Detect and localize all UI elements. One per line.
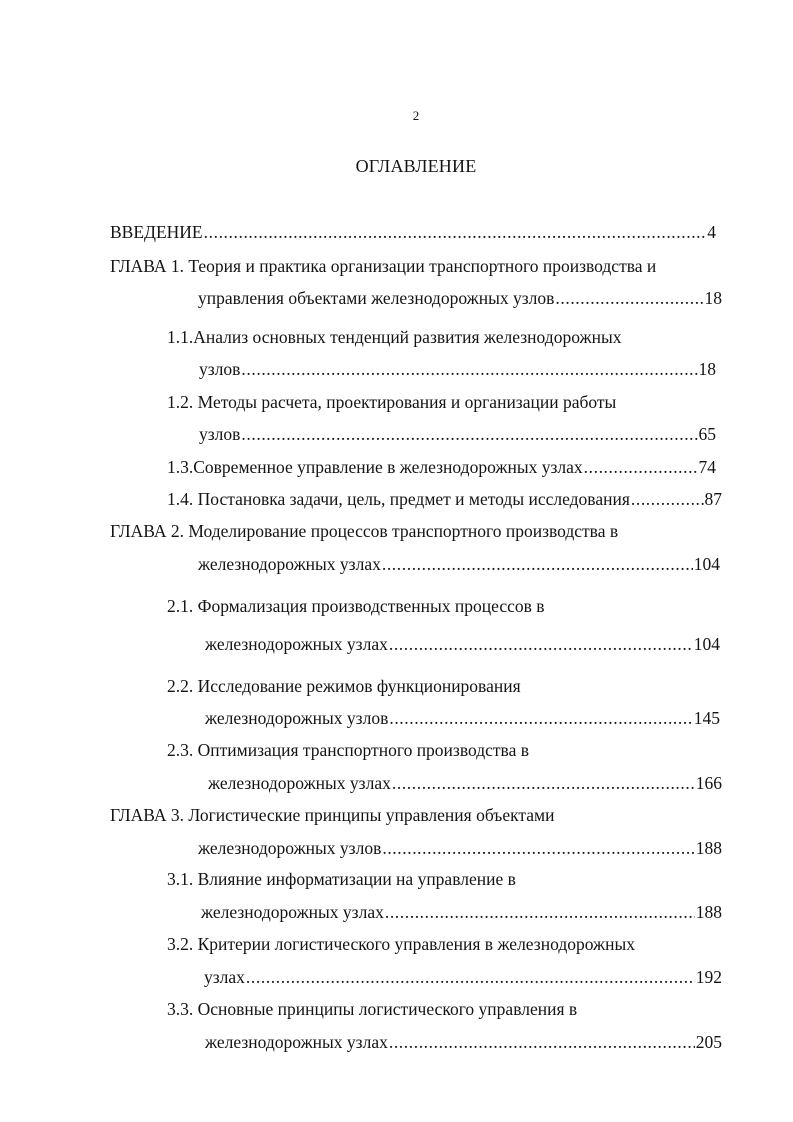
toc-entry-section-2-2[interactable] [205,706,720,730]
toc-entry-title: железнодорожных узлах [208,773,391,793]
toc-entry-section-2-3[interactable] [208,771,722,795]
toc-entry-title: железнодорожных узлах [205,1032,388,1052]
toc-page-number: 87 [704,489,722,509]
toc-chapter-2-title[interactable]: ГЛАВА 2. Моделирование процессов транспортного производства в [110,521,619,541]
toc-page-number: 18 [698,359,716,379]
toc-entry-intro[interactable] [110,220,716,244]
toc-entry-section-3-3[interactable] [205,1030,722,1054]
page-title: ОГЛАВЛЕНИЕ [355,156,477,176]
toc-entry-title: узлах [204,967,245,987]
leader-dots [584,455,698,479]
leader-dots [246,965,695,989]
leader-dots [382,552,693,576]
toc-page-number: 65 [698,424,716,444]
toc-entry-section-3-2[interactable] [204,965,722,989]
toc-entry-title: узлов [199,424,241,444]
leader-dots [392,771,695,795]
toc-entry-title: узлов [199,359,241,379]
toc-entry-title: железнодорожных узлов [198,838,382,858]
toc-section-3-3-title[interactable]: 3.3. Основные принципы логистического управления в [167,999,578,1019]
toc-section-3-1-title[interactable]: 3.1. Влияние информатизации на управление в [167,869,516,889]
toc-entry-chapter-2[interactable] [198,552,720,576]
toc-page-number: 74 [698,457,716,477]
toc-page-number: 145 [693,708,720,728]
leader-dots [389,706,692,730]
toc-section-1-2-title[interactable]: 1.2. Методы расчета, проектирования и организации работы [167,392,617,412]
leader-dots [389,1030,695,1054]
toc-section-2-2-title[interactable]: 2.2. Исследование режимов функционирования [167,676,521,696]
toc-section-2-3-title[interactable]: 2.3. Оптимизация транспортного производства в [167,740,529,760]
toc-chapter-1-title[interactable]: ГЛАВА 1. Теория и практика организации транспортного производства и [110,256,657,276]
toc-entry-chapter-1[interactable] [198,286,722,310]
toc-page-number: 188 [695,902,722,922]
leader-dots [241,357,697,381]
leader-dots [555,286,703,310]
leader-dots [204,220,707,244]
toc-entry-section-1-1[interactable] [199,357,716,381]
toc-entry-title: железнодорожных узлах [201,902,384,922]
toc-entry-section-1-2[interactable] [199,422,716,446]
leader-dots [631,487,704,511]
toc-entry-section-2-1[interactable] [205,632,720,656]
toc-entry-title: управления объектами железнодорожных узлов [198,288,555,308]
toc-page-number: 188 [695,838,722,858]
toc-page-number: 166 [695,773,722,793]
toc-page-number: 205 [695,1032,722,1052]
toc-entry-title: ВВЕДЕНИЕ [110,222,203,242]
page-number: 2 [412,108,420,123]
toc-section-1-1-title[interactable]: 1.1.Анализ основных тенденций развития железнодорожных [167,327,622,347]
toc-page-number: 104 [693,634,720,654]
toc-entry-title: железнодорожных узлах [198,554,381,574]
toc-section-3-2-title[interactable]: 3.2. Критерии логистического управления в железнодорожных [167,934,635,954]
leader-dots [389,632,693,656]
leader-dots [241,422,697,446]
toc-page-number: 104 [693,554,720,574]
toc-entry-section-1-3[interactable] [167,455,716,479]
toc-page-number: 4 [707,222,716,242]
toc-entry-title: железнодорожных узлах [205,634,388,654]
toc-entry-title: 1.4. Постановка задачи, цель, предмет и методы исследования [167,489,630,509]
toc-entry-section-3-1[interactable] [201,900,722,924]
toc-page-number: 192 [695,967,722,987]
toc-page-number: 18 [704,288,722,308]
toc-entry-title: 1.3.Современное управление в железнодорожных узлах [167,457,583,477]
toc-entry-chapter-3[interactable] [198,836,722,860]
leader-dots [382,836,694,860]
toc-chapter-3-title[interactable]: ГЛАВА 3. Логистические принципы управления объектами [110,805,555,825]
toc-section-2-1-title[interactable]: 2.1. Формализация производственных процессов в [167,596,545,616]
toc-entry-title: железнодорожных узлов [205,708,389,728]
leader-dots [385,900,695,924]
toc-entry-section-1-4[interactable] [167,487,722,511]
